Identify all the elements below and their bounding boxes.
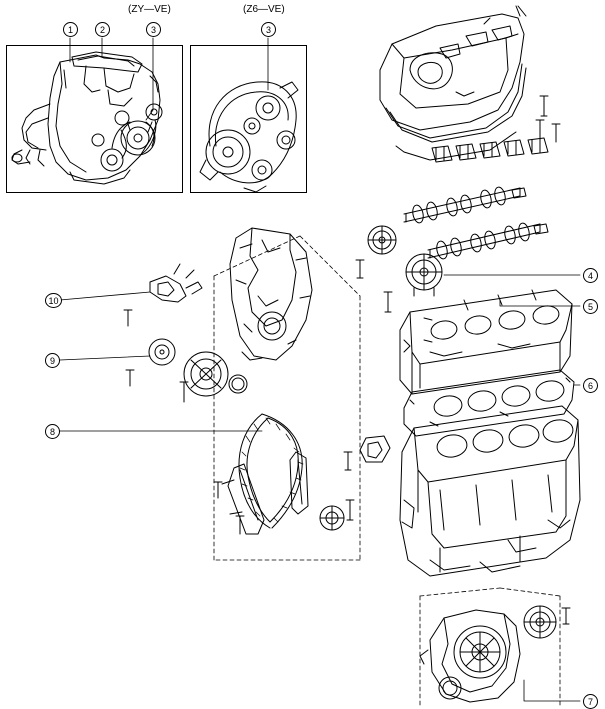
cylinder-head-cover [380, 6, 526, 160]
callout-3-z6-ve[interactable]: 3 [261, 22, 276, 37]
callout-7[interactable]: 7 [583, 694, 598, 709]
callout-2[interactable]: 2 [95, 22, 110, 37]
callout-6[interactable]: 6 [583, 378, 598, 393]
cylinder-block [400, 406, 580, 576]
callout-8[interactable]: 8 [45, 424, 60, 439]
variant-label-z6-ve: (Z6—VE) [243, 4, 285, 15]
inset-frame-z6-ve [190, 45, 307, 193]
head-gasket [404, 370, 574, 436]
cylinder-head [400, 290, 572, 394]
callout-10[interactable]: 10 [45, 293, 62, 308]
callout-9[interactable]: 9 [45, 353, 60, 368]
camshaft-caps [432, 124, 560, 162]
cover-bolts [536, 96, 548, 140]
oil-pump-cover [420, 606, 570, 702]
callout-5[interactable]: 5 [583, 299, 598, 314]
callout-4[interactable]: 4 [583, 268, 598, 283]
timing-cover [230, 228, 312, 360]
alignment-dashes [214, 236, 560, 706]
camshafts [356, 186, 548, 312]
callout-3-zy-ve[interactable]: 3 [146, 22, 161, 37]
variant-label-zy-ve: (ZY—VE) [128, 4, 171, 15]
timing-chain-assembly [124, 264, 390, 534]
callout-1[interactable]: 1 [63, 22, 78, 37]
inset-frame-zy-ve [6, 45, 183, 193]
